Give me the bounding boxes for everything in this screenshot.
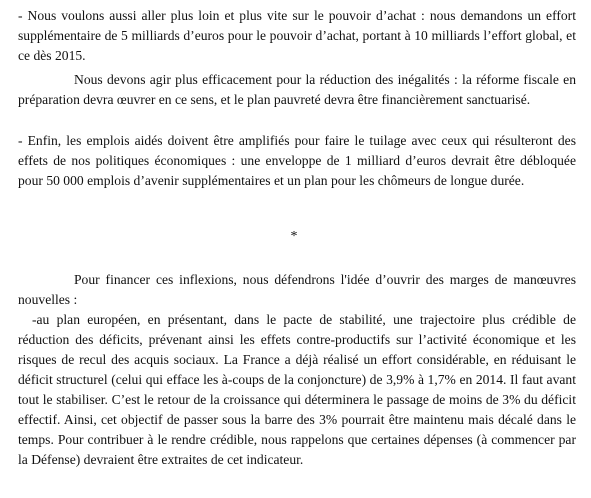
paragraph-emplois-aides: - Enfin, les emplois aidés doivent être amplifiés pour faire le tuilage avec ceux qui résulteront des effets de nos politiques économiques : une enveloppe de 1 milliard d’euros devrait être débloquée pour 50 000 emplois d’avenir supplémentaires et un plan pour les chômeurs de longue durée. bbox=[18, 133, 576, 188]
paragraph-plan-europeen: -au plan européen, en présentant, dans le pacte de stabilité, une trajectoire plus crédible de réduction des déficits, prévenant ainsi les effets contre-productifs sur l’activité économique et les risques de recul des acquis sociaux. La France a déjà réalisé un effort considérable, en réduisant le déficit structurel (celui qui efface les à-coups de la conjoncture) de 3,9% à 1,7% en 2014. Il faut avant tout le stabiliser. C’est le retour de la croissance qui déterminera le passage de moins de 3% du déficit effectif. Ainsi, cet objectif de passer sous la barre des 3% pourrait être maintenu mais décalé dans le temps. Pour contribuer à le rendre crédible, nous rappelons que certaines dépenses (à commencer par la Défense) devraient être extraites de cet indicateur. bbox=[18, 312, 576, 467]
paragraph-pouvoir-achat: - Nous voulons aussi aller plus loin et plus vite sur le pouvoir d’achat : nous demandons un effort supplémentaire de 5 milliards d’euros pour le pouvoir d’achat, portant à 10 milliards l’effort global, et ce dès 2015. bbox=[18, 8, 576, 63]
paragraph-inegalites: Nous devons agir plus efficacement pour la réduction des inégalités : la réforme fiscale en préparation devra œuvrer en ce sens, et le plan pauvreté devra être financièrement sanctuarisé. bbox=[18, 72, 576, 107]
paragraph-financer: Pour financer ces inflexions, nous défendrons l'idée d’ouvrir des marges de manœuvres nouvelles : bbox=[18, 272, 576, 307]
section-separator: * bbox=[290, 229, 298, 244]
